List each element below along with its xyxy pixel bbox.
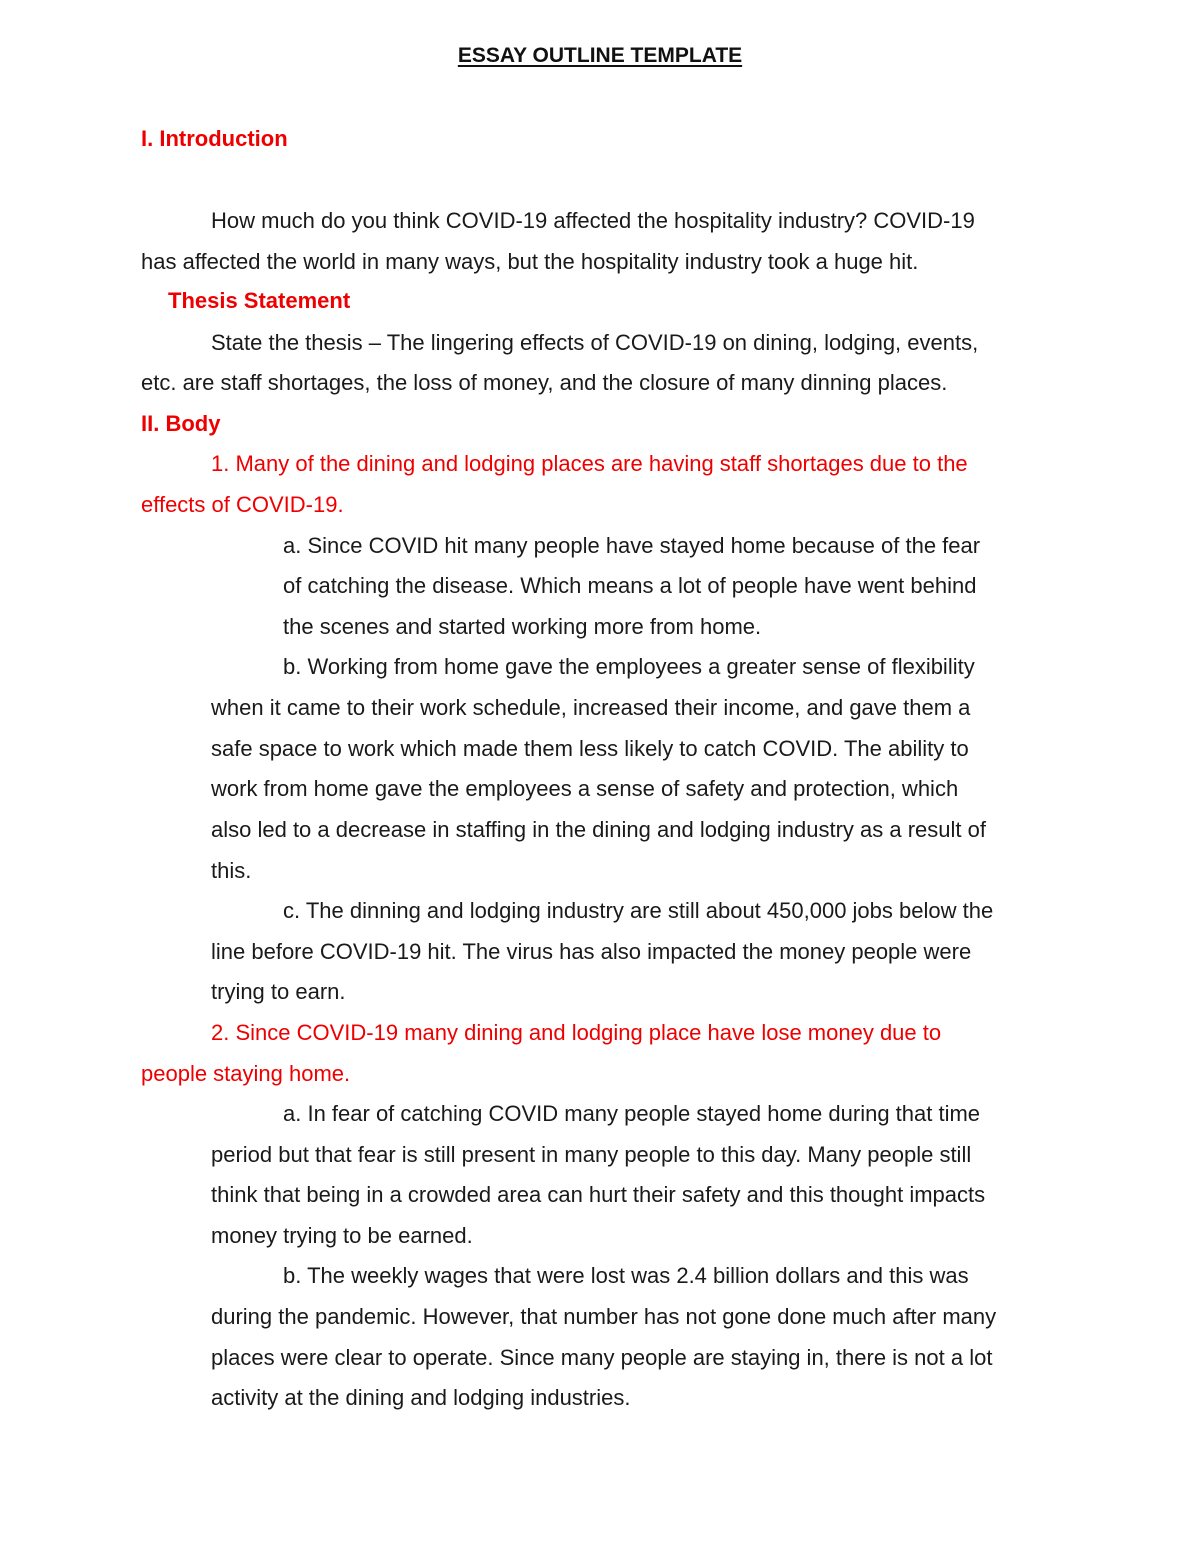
subpoint-1b-line: when it came to their work schedule, increased their income, and gave them a [211, 695, 971, 720]
subpoint-1b-line: work from home gave the employees a sense of safety and protection, which [211, 776, 959, 801]
subpoint-2a-line: a. In fear of catching COVID many people stayed home during that time [283, 1101, 981, 1126]
intro-line: How much do you think COVID-19 affected the hospitality industry? COVID-19 [211, 208, 975, 233]
point-1-line: effects of COVID-19. [141, 492, 344, 517]
point-2-line: 2. Since COVID-19 many dining and lodging place have lose money due to [211, 1020, 942, 1045]
thesis-line: etc. are staff shortages, the loss of money, and the closure of many dinning places. [141, 370, 948, 395]
point-1-line: 1. Many of the dining and lodging places are having staff shortages due to the [211, 451, 968, 476]
thesis-line: State the thesis – The lingering effects of COVID-19 on dining, lodging, events, [211, 330, 979, 355]
subpoint-1a-line: the scenes and started working more from home. [283, 614, 762, 639]
subpoint-2b-line: during the pandemic. However, that number has not gone done much after many [211, 1304, 997, 1329]
body-heading: II. Body [141, 411, 221, 436]
subpoint-1c-line: trying to earn. [211, 979, 346, 1004]
thesis-heading: Thesis Statement [168, 288, 351, 313]
subpoint-2b-line: activity at the dining and lodging industries. [211, 1385, 631, 1410]
subpoint-2a-line: period but that fear is still present in many people to this day. Many people still [211, 1142, 972, 1167]
subpoint-1b-line: safe space to work which made them less likely to catch COVID. The ability to [211, 736, 969, 761]
subpoint-1b-line: this. [211, 858, 252, 883]
subpoint-2a-line: think that being in a crowded area can hurt their safety and this thought impacts [211, 1182, 986, 1207]
point-2-line: people staying home. [141, 1061, 351, 1086]
subpoint-1a-line: of catching the disease. Which means a lot of people have went behind [283, 573, 977, 598]
subpoint-1c-line: c. The dinning and lodging industry are still about 450,000 jobs below the [283, 898, 994, 923]
intro-heading: I. Introduction [141, 126, 288, 151]
subpoint-1b-line: b. Working from home gave the employees a greater sense of flexibility [283, 654, 975, 679]
subpoint-2a-line: money trying to be earned. [211, 1223, 473, 1248]
subpoint-2b-line: places were clear to operate. Since many people are staying in, there is not a lot [211, 1345, 993, 1370]
subpoint-2b-line: b. The weekly wages that were lost was 2.4 billion dollars and this was [283, 1263, 969, 1288]
intro-line: has affected the world in many ways, but the hospitality industry took a huge hit. [141, 249, 919, 274]
document-title: ESSAY OUTLINE TEMPLATE [457, 44, 743, 67]
subpoint-1c-line: line before COVID-19 hit. The virus has also impacted the money people were [211, 939, 972, 964]
subpoint-1b-line: also led to a decrease in staffing in the dining and lodging industry as a result of [211, 817, 986, 842]
subpoint-1a-line: a. Since COVID hit many people have stayed home because of the fear [283, 533, 981, 558]
